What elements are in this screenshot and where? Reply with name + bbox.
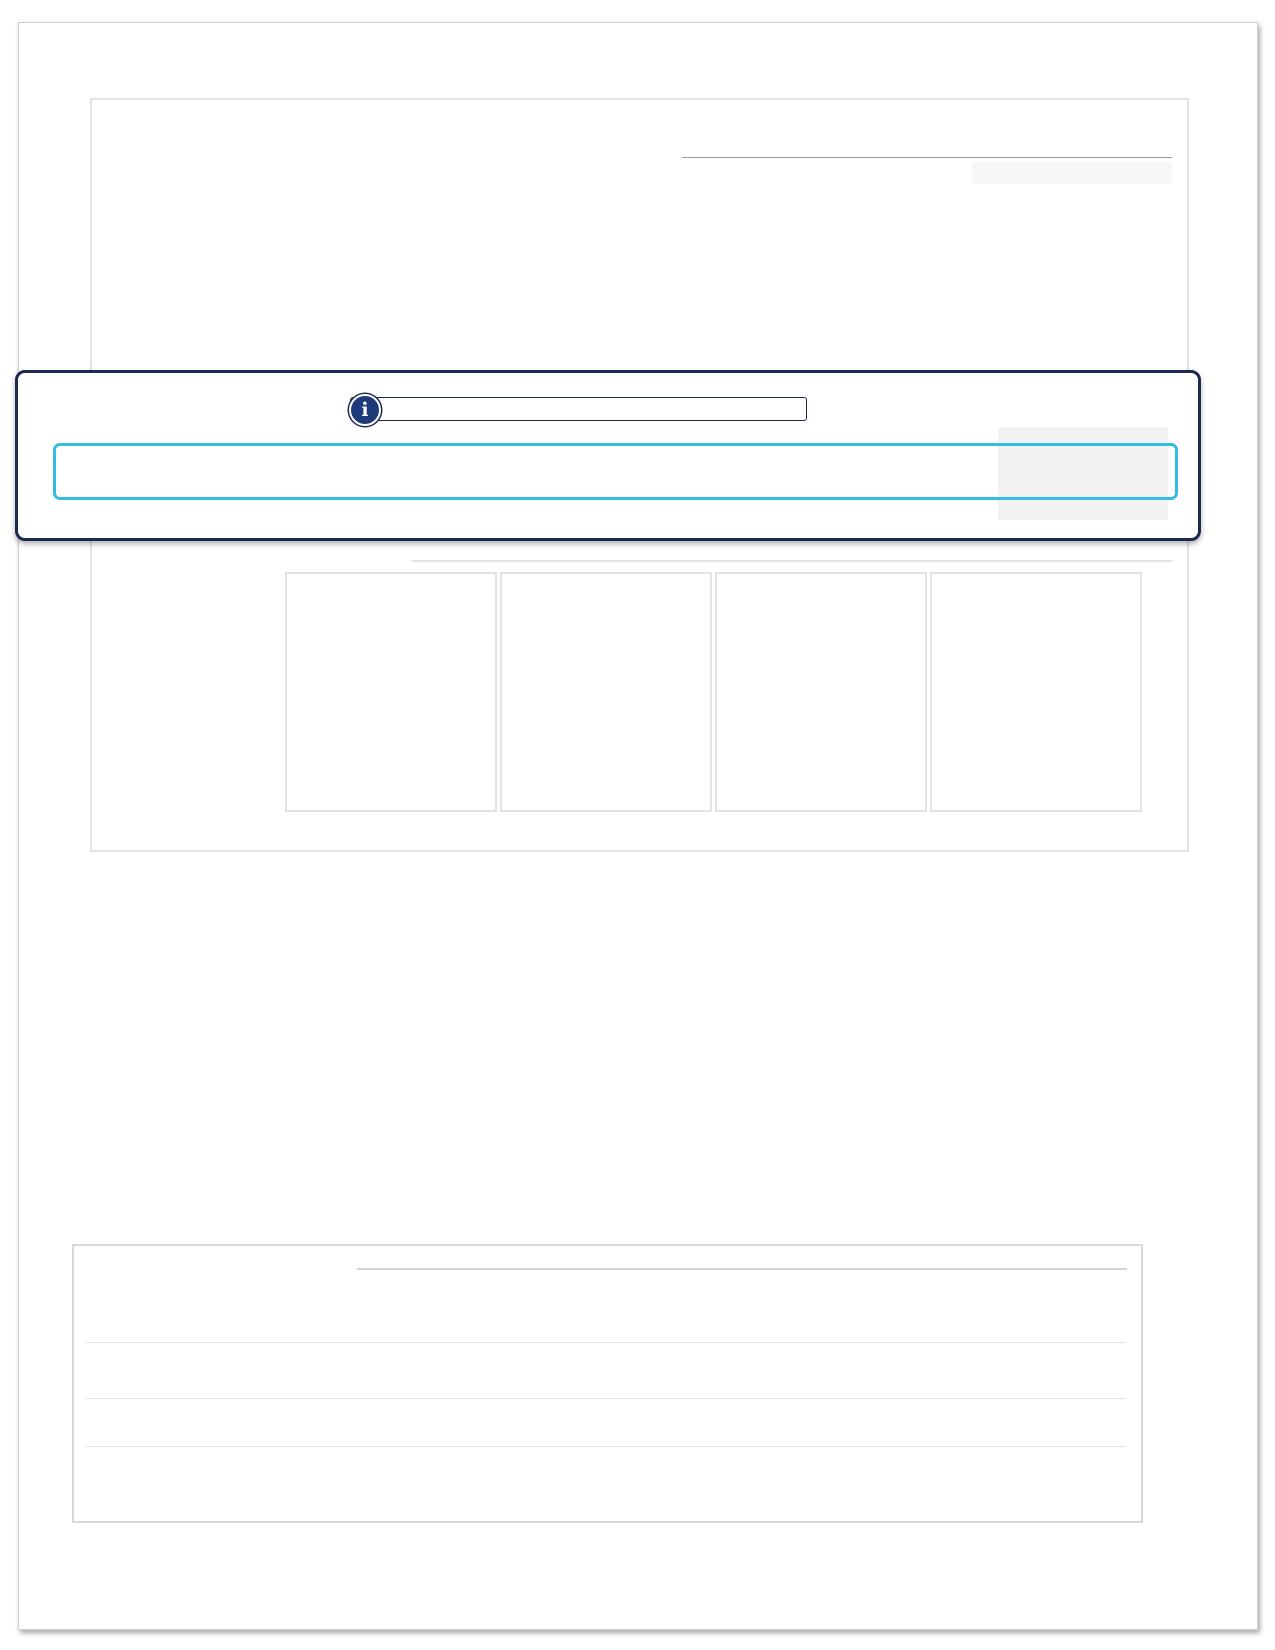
summary-internet-box	[930, 572, 1142, 812]
info-title-underline	[357, 1268, 1127, 1270]
summary-underline	[412, 560, 1172, 562]
total-underline	[682, 157, 1172, 158]
highlight-frame	[53, 443, 1178, 500]
separator	[86, 1398, 1126, 1399]
legend-swatch-consumos	[567, 620, 578, 631]
chart-legend-consumos	[567, 620, 580, 631]
header-total-shade	[972, 162, 1172, 184]
info-badge	[350, 397, 807, 421]
summary-chart-box	[500, 572, 712, 812]
summary-aplicaciones-box	[715, 572, 927, 812]
separator	[86, 1342, 1126, 1343]
servicios-adicionales-popup	[15, 370, 1201, 541]
info-interes-section	[72, 1244, 1143, 1523]
legend-swatch-recursos	[567, 635, 578, 646]
info-icon: i	[349, 394, 381, 426]
chart-legend-recursos	[567, 635, 580, 646]
separator	[86, 1446, 1126, 1447]
summary-telefonia-box	[285, 572, 497, 812]
